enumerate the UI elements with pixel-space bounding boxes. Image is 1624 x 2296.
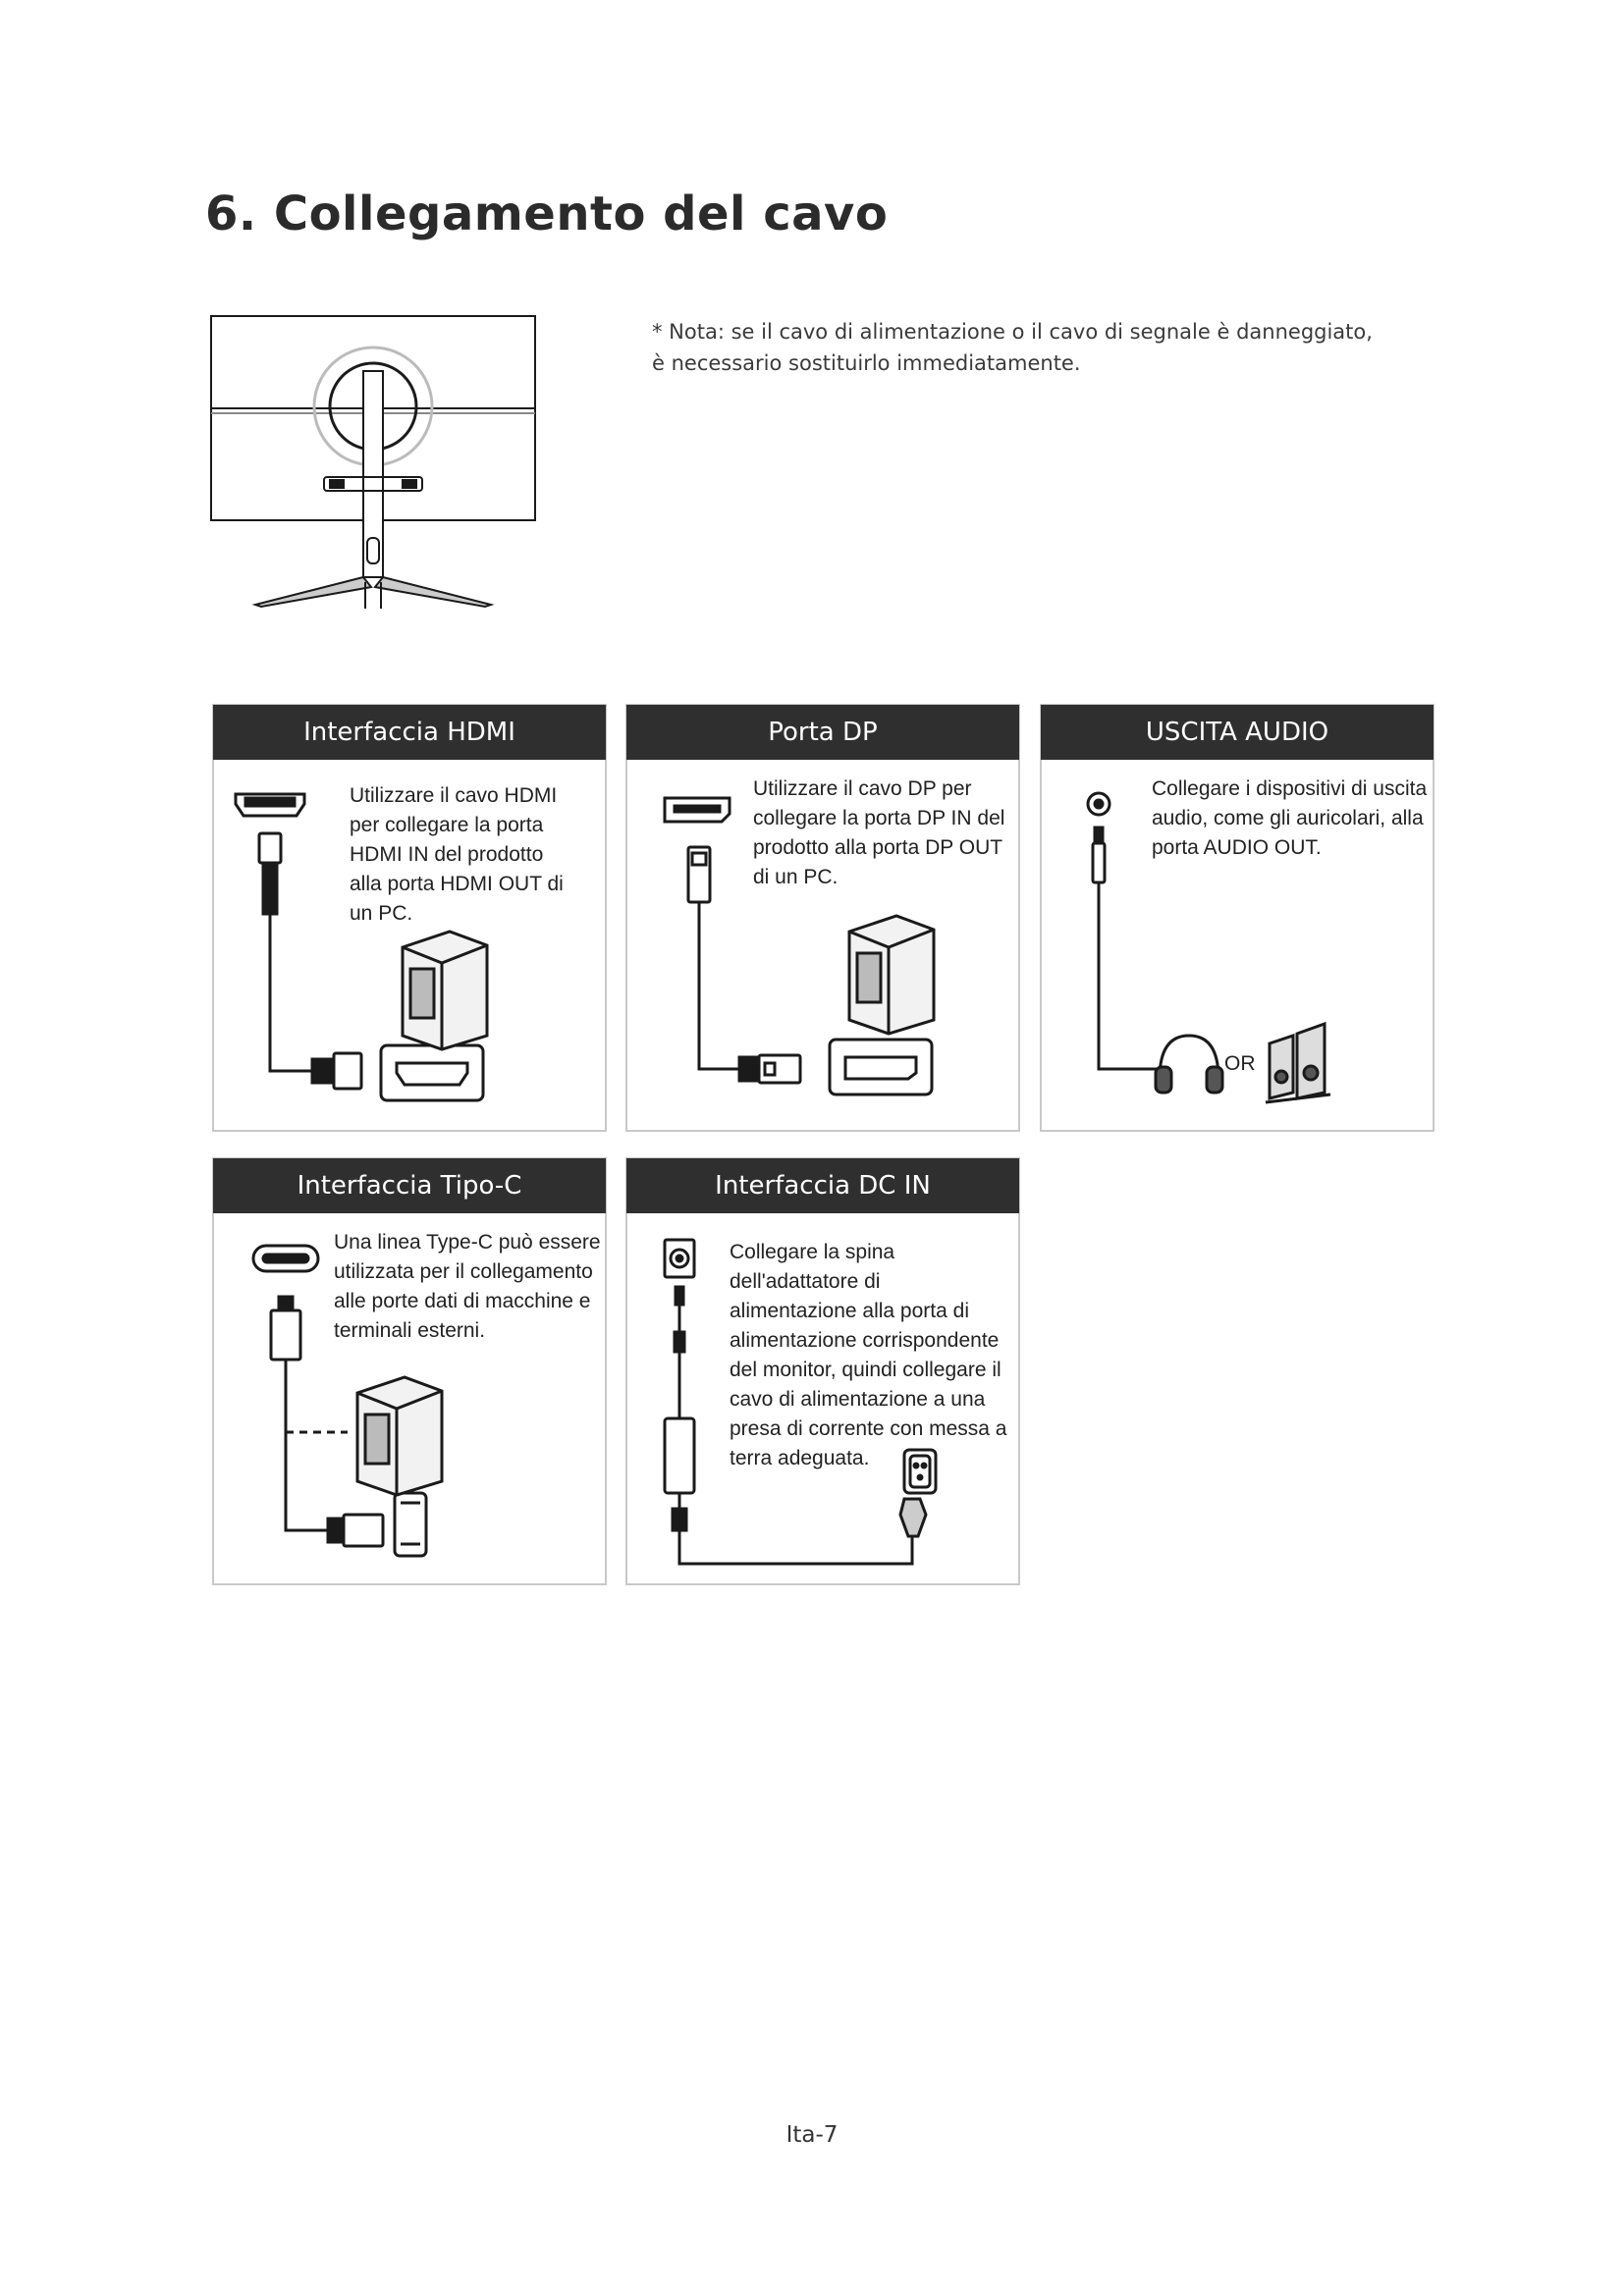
dp-panel-header: Porta DP	[626, 705, 1019, 760]
smartphone-icon	[395, 1493, 426, 1556]
dcin-text-line: terra adeguata.	[730, 1447, 870, 1469]
dcin-panel	[625, 1157, 1020, 1585]
dp-panel	[625, 704, 1020, 1132]
pc-tower-icon	[357, 1377, 442, 1495]
dp-panel-text	[753, 774, 1004, 892]
typec-text-line: alle porte dati di macchine e	[334, 1290, 591, 1312]
page-number: Ita-7	[785, 2122, 839, 2148]
dp-text-line: di un PC.	[753, 866, 839, 888]
hdmi-text-line: per collegare la porta	[350, 814, 544, 836]
typec-text-line: terminali esterni.	[334, 1319, 486, 1342]
audio-jack-icon	[1088, 793, 1110, 815]
dp-text-line: prodotto alla porta DP OUT	[753, 836, 1003, 859]
dcin-panel-text	[730, 1238, 1006, 1473]
note-line-1: * Nota: se il cavo di alimentazione o il cavo di segnale è danneggiato,	[652, 320, 1373, 344]
dcin-panel-header: Interfaccia DC IN	[626, 1158, 1019, 1213]
hdmi-panel	[212, 704, 607, 1132]
typec-diagram	[214, 1159, 607, 1585]
audio-or-label: OR	[1224, 1052, 1256, 1075]
audio-panel	[1040, 704, 1435, 1132]
audio-text-line: Collegare i dispositivi di uscita	[1152, 777, 1428, 800]
hdmi-port-icon	[381, 1045, 483, 1100]
hdmi-text-line: un PC.	[350, 902, 413, 925]
hdmi-port-icon	[236, 794, 304, 816]
hdmi-text-line: Utilizzare il cavo HDMI	[350, 784, 558, 807]
dcin-text-line: presa di corrente con messa a	[730, 1417, 1007, 1440]
audio-panel-header: USCITA AUDIO	[1041, 705, 1434, 760]
power-adapter-icon	[665, 1418, 694, 1493]
page-title: 6. Collegamento del cavo	[205, 187, 889, 241]
pc-tower-icon	[403, 932, 487, 1049]
audio-panel-text	[1152, 774, 1427, 863]
dcin-text-line: alimentazione alla porta di	[730, 1300, 969, 1322]
audio-text-line: audio, come gli auricolari, alla	[1152, 807, 1424, 829]
dcin-text-line: alimentazione corrispondente	[730, 1329, 1000, 1352]
headphones-icon	[1156, 1036, 1222, 1093]
dcin-text-line: Collegare la spina	[730, 1241, 895, 1263]
pc-tower-icon	[849, 916, 934, 1034]
dcin-text-line: del monitor, quindi collegare il	[730, 1359, 1001, 1381]
hdmi-panel-text	[350, 781, 564, 929]
typec-text-line: utilizzata per il collegamento	[334, 1260, 593, 1283]
monitor-back-icon	[206, 312, 540, 616]
dp-port-icon	[830, 1040, 932, 1095]
dp-diagram	[627, 706, 1020, 1132]
dp-port-icon	[665, 798, 730, 822]
audio-text-line: porta AUDIO OUT.	[1152, 836, 1322, 859]
typec-panel-header: Interfaccia Tipo-C	[213, 1158, 606, 1213]
dp-text-line: collegare la porta DP IN del	[753, 807, 1005, 829]
usb-c-port-icon	[253, 1246, 318, 1271]
speakers-icon	[1266, 1024, 1330, 1102]
dcin-text-line: cavo di alimentazione a una	[730, 1388, 986, 1411]
cable-damage-note	[652, 316, 1437, 379]
hdmi-panel-header: Interfaccia HDMI	[213, 705, 606, 760]
hdmi-text-line: alla porta HDMI OUT di	[350, 873, 564, 895]
note-line-2: è necessario sostituirlo immediatamente.	[652, 351, 1081, 375]
dcin-text-line: dell'adattatore di	[730, 1270, 881, 1293]
typec-panel-text	[334, 1228, 601, 1346]
dp-text-line: Utilizzare il cavo DP per	[753, 777, 972, 800]
typec-text-line: Una linea Type-C può essere	[334, 1231, 601, 1254]
typec-panel	[212, 1157, 607, 1585]
dc-port-icon	[665, 1240, 694, 1277]
hdmi-text-line: HDMI IN del prodotto	[350, 843, 544, 866]
